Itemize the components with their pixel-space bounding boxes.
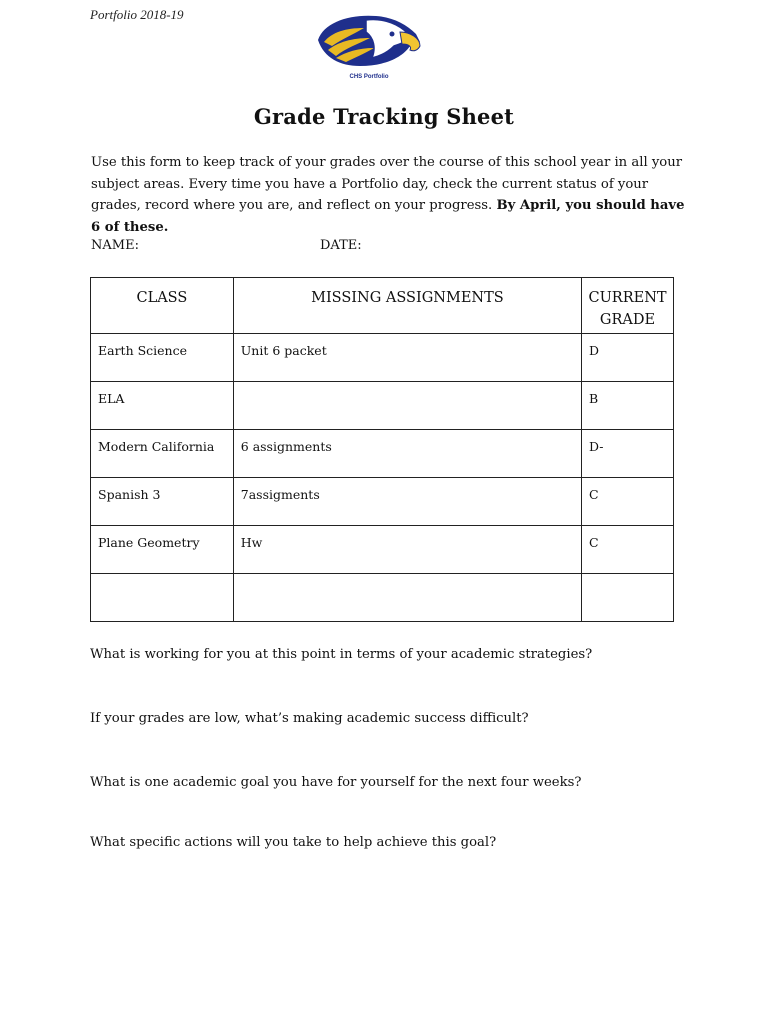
grade-cell: C — [582, 526, 674, 574]
question-actions: What specific actions will you take to help achieve this goal? — [90, 835, 497, 850]
portfolio-year-note: Portfolio 2018-19 — [90, 7, 184, 22]
question-difficulties: If your grades are low, what’s making academic success difficult? — [90, 711, 529, 726]
missing-cell: Hw — [233, 526, 581, 574]
missing-cell — [233, 382, 581, 430]
missing-cell: Unit 6 packet — [233, 334, 581, 382]
question-strategies: What is working for you at this point in terms of your academic strategies? — [90, 647, 593, 662]
intro-paragraph — [91, 152, 691, 238]
grade-cell — [582, 574, 674, 622]
class-cell: Earth Science — [91, 334, 234, 382]
missing-cell: 7assigments — [233, 478, 581, 526]
table-header-row — [91, 278, 674, 334]
date-label: DATE: — [320, 238, 362, 253]
table-row — [91, 334, 674, 382]
class-cell — [91, 574, 234, 622]
name-label: NAME: — [91, 238, 139, 253]
table-row — [91, 574, 674, 622]
missing-cell: 6 assignments — [233, 430, 581, 478]
question-goal: What is one academic goal you have for yourself for the next four weeks? — [90, 775, 582, 790]
table-row — [91, 430, 674, 478]
grade-cell: C — [582, 478, 674, 526]
intro-text: Use this form to keep track of your grades over the course of this school year in all your subject areas. Every time you have a Portfolio day, check the current status of your grades, record where you are, and reflect on your progress. — [91, 155, 683, 213]
grade-cell: D- — [582, 430, 674, 478]
table-row — [91, 478, 674, 526]
class-cell: Spanish 3 — [91, 478, 234, 526]
intro-deadline: By April, you should have 6 of these. — [91, 198, 685, 235]
grade-cell: B — [582, 382, 674, 430]
missing-cell — [233, 574, 581, 622]
table-row — [91, 526, 674, 574]
class-cell: Plane Geometry — [91, 526, 234, 574]
grade-table — [90, 277, 674, 622]
page-title: Grade Tracking Sheet — [253, 104, 515, 129]
class-cell: ELA — [91, 382, 234, 430]
eagle-logo — [314, 12, 424, 84]
header-missing-assignments: MISSING ASSIGNMENTS — [233, 278, 581, 334]
header-class: CLASS — [91, 278, 234, 334]
header-current-grade: CURRENT GRADE — [582, 278, 674, 334]
logo-caption: CHS Portfolio — [349, 74, 389, 80]
table-row — [91, 382, 674, 430]
class-cell: Modern California — [91, 430, 234, 478]
grade-cell: D — [582, 334, 674, 382]
eagle-eye — [390, 32, 395, 37]
